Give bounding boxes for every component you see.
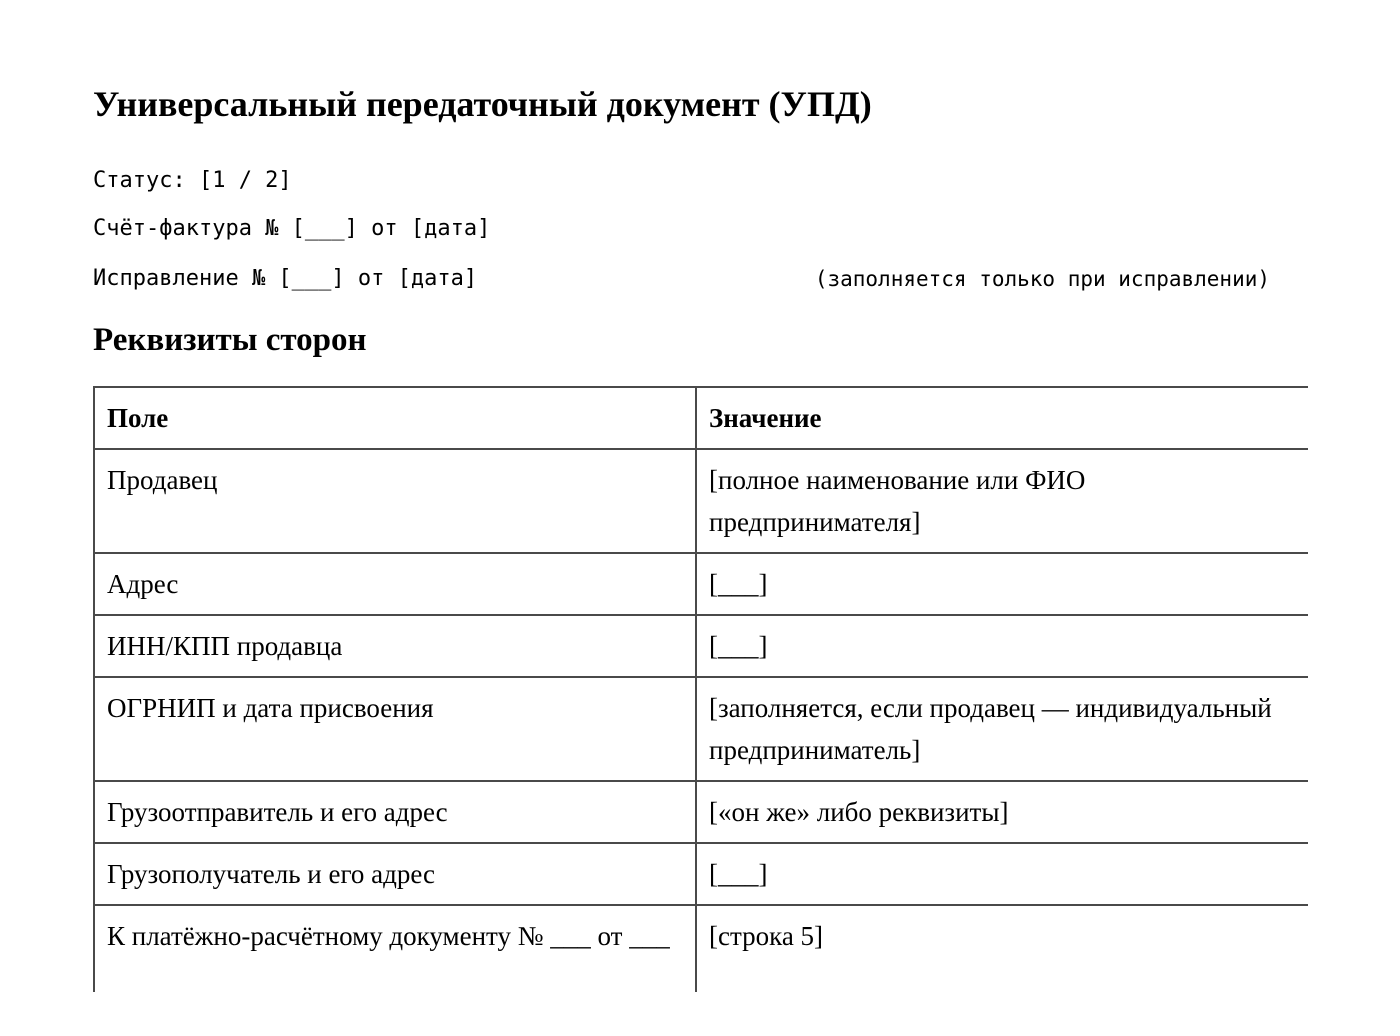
- row-field-inn-kpp: ИНН/КПП продавца: [94, 615, 696, 677]
- table-row: [94, 781, 1308, 843]
- row-field-consignee: Грузополучатель и его адрес: [94, 843, 696, 905]
- row-field-payment-document: К платёжно-расчётному документу № ___ от ___: [94, 905, 696, 992]
- row-value-payment-document: [строка 5]: [696, 905, 1308, 992]
- column-header-field: Поле: [94, 387, 696, 449]
- row-value-address: [___]: [696, 553, 1308, 615]
- row-value-ogrnip: [заполняется, если продавец — индивидуальный предприниматель]: [696, 677, 1308, 781]
- table-row: [94, 905, 1308, 992]
- row-value-seller: [полное наименование или ФИО предпринимателя]: [696, 449, 1308, 553]
- table-header-row: [94, 387, 1308, 449]
- column-header-value: Значение: [696, 387, 1308, 449]
- parties-table-container: [93, 386, 1308, 992]
- table-row: [94, 615, 1308, 677]
- table-row: [94, 843, 1308, 905]
- section-title-parties: Реквизиты сторон: [93, 322, 367, 358]
- row-value-inn-kpp: [___]: [696, 615, 1308, 677]
- row-value-consignee: [___]: [696, 843, 1308, 905]
- parties-table: [93, 386, 1308, 992]
- document-page: [93, 0, 1308, 1036]
- invoice-number-line: Счёт-фактура № [___] от [дата]: [93, 216, 491, 241]
- document-title: Универсальный передаточный документ (УПД): [93, 84, 872, 124]
- table-row: [94, 449, 1308, 553]
- correction-note: (заполняется только при исправлении): [814, 267, 1270, 291]
- row-field-address: Адрес: [94, 553, 696, 615]
- status-line: Статус: [1 / 2]: [93, 168, 292, 193]
- table-row: [94, 553, 1308, 615]
- row-field-ogrnip: ОГРНИП и дата присвоения: [94, 677, 696, 781]
- table-row: [94, 677, 1308, 781]
- row-field-shipper: Грузоотправитель и его адрес: [94, 781, 696, 843]
- row-field-seller: Продавец: [94, 449, 696, 553]
- correction-number-line: Исправление № [___] от [дата]: [93, 266, 478, 291]
- row-value-shipper: [«он же» либо реквизиты]: [696, 781, 1308, 843]
